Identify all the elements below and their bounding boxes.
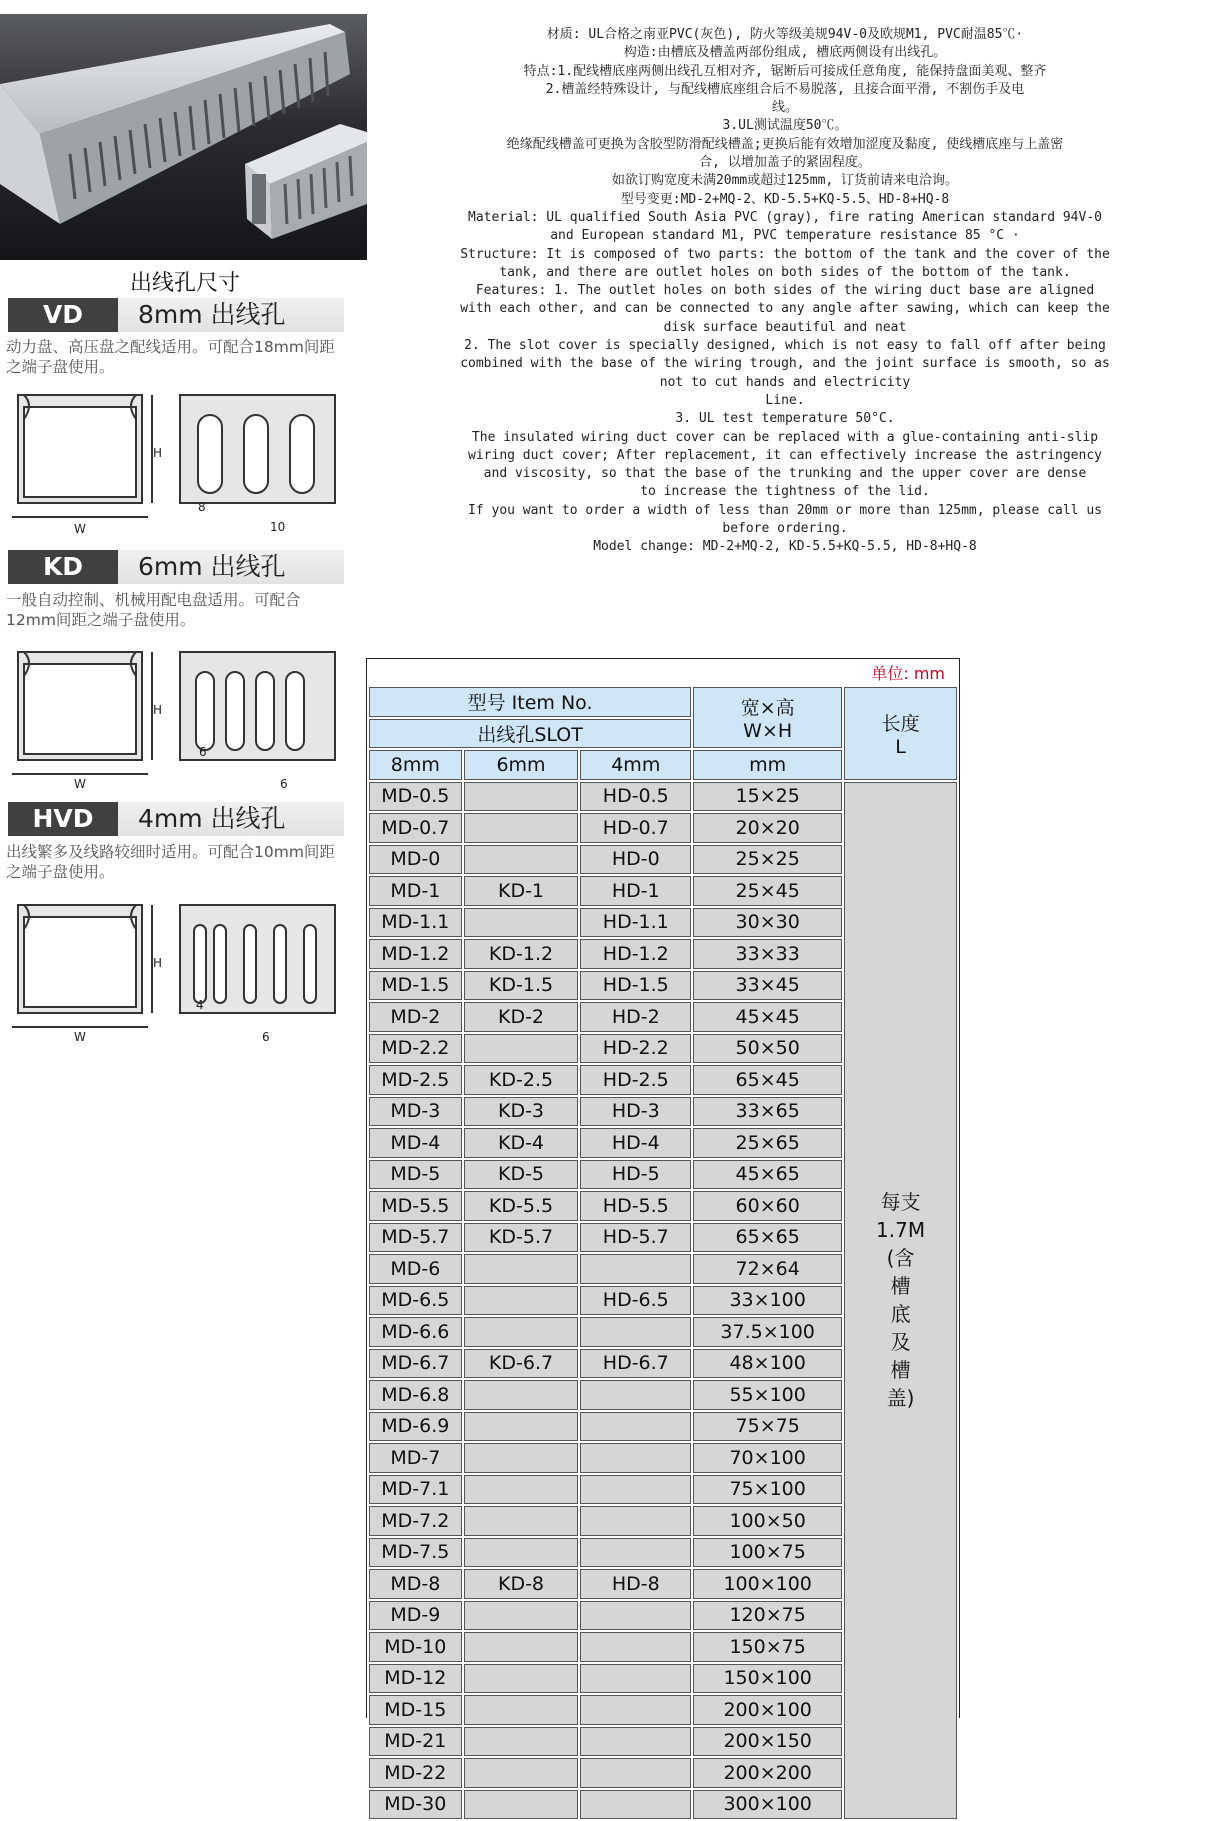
desc-line: Features: 1. The outlet holes on both sides of the wiring duct base are aligned with each other, and can be connected to any angle after sawing, which can keep the disk surface beautiful and neat — [460, 283, 1110, 335]
model-6mm — [464, 1632, 579, 1662]
length-line: 槽 — [890, 1274, 911, 1299]
size-wh: 33×45 — [693, 971, 842, 1001]
model-4mm: HD-3 — [580, 1097, 691, 1127]
model-8mm: MD-5.5 — [369, 1191, 462, 1221]
size-wh: 75×100 — [693, 1475, 842, 1505]
length-line: 盖) — [886, 1386, 915, 1411]
model-6mm — [464, 1286, 579, 1316]
model-6mm — [464, 1443, 579, 1473]
model-8mm: MD-22 — [369, 1758, 462, 1788]
model-8mm: MD-1.2 — [369, 939, 462, 969]
sizes-title: 出线孔尺寸 — [130, 271, 241, 296]
model-8mm: MD-30 — [369, 1790, 462, 1820]
desc-line: 材质: UL合格之南亚PVC(灰色), 防火等级美规94V-0及欧规M1, PVC耐温85℃· — [546, 27, 1024, 42]
model-4mm — [580, 1664, 691, 1694]
product-description — [460, 26, 1110, 557]
model-4mm: HD-6.7 — [580, 1349, 691, 1379]
model-6mm — [464, 1412, 579, 1442]
header-item: 型号 Item No. — [369, 687, 691, 717]
model-6mm — [464, 1034, 579, 1064]
size-wh: 30×30 — [693, 908, 842, 938]
model-6mm — [464, 845, 579, 875]
size-wh: 33×33 — [693, 939, 842, 969]
model-6mm — [464, 908, 579, 938]
model-4mm: HD-5 — [580, 1160, 691, 1190]
desc-line: 3. UL test temperature 50°C. — [675, 411, 895, 427]
model-6mm: KD-2 — [464, 1002, 579, 1032]
size-wh: 25×45 — [693, 876, 842, 906]
model-6mm — [464, 1254, 579, 1284]
model-8mm: MD-6.5 — [369, 1286, 462, 1316]
desc-line: The insulated wiring duct cover can be replaced with a glue-containing anti-slip wiring duct cover; After replacement, it can effectively increase the astringency and viscosity, so that the base of the trunking and the upper cover are dense — [468, 429, 1102, 482]
size-wh: 65×45 — [693, 1065, 842, 1095]
model-6mm — [464, 1695, 579, 1725]
desc-line: 构造:由槽底及槽盖两部份组成, 槽底两侧设有出线孔。 — [623, 45, 947, 61]
model-4mm: HD-1.1 — [580, 908, 691, 938]
type-label: 6mm 出线孔 — [138, 552, 286, 581]
model-4mm — [580, 1506, 691, 1536]
type-band-vd — [8, 298, 344, 332]
size-wh: 25×65 — [693, 1128, 842, 1158]
model-8mm: MD-21 — [369, 1727, 462, 1757]
model-4mm: HD-0 — [580, 845, 691, 875]
size-wh: 55×100 — [693, 1380, 842, 1410]
model-8mm: MD-6.8 — [369, 1380, 462, 1410]
w-label: W — [74, 522, 86, 536]
size-wh: 72×64 — [693, 1254, 842, 1284]
type-note: 一般自动控制、机械用配电盘适用。可配合12mm间距之端子盘使用。 — [6, 591, 301, 629]
model-6mm — [464, 1317, 579, 1347]
desc-line: 2.槽盖经特殊设计, 与配线槽底座组合后不易脱落, 且接合面平滑, 不割伤手及电 — [545, 81, 1025, 97]
size-wh: 100×50 — [693, 1506, 842, 1536]
model-6mm: KD-1.5 — [464, 971, 579, 1001]
model-8mm: MD-6.6 — [369, 1317, 462, 1347]
model-6mm: KD-6.7 — [464, 1349, 579, 1379]
header-wh — [693, 687, 842, 748]
model-8mm: MD-1.5 — [369, 971, 462, 1001]
model-8mm: MD-6.7 — [369, 1349, 462, 1379]
desc-line: 如欲订购宽度未满20mm或超过125mm, 订货前请来电洽询。 — [611, 173, 959, 189]
size-wh: 150×100 — [693, 1664, 842, 1694]
desc-line: 2. The slot cover is specially designed, which is not easy to fall off after being combined with the base of the wiring trough, and the joint surface is smooth, so as not to cut hands and electricity — [460, 338, 1110, 390]
type-band-hvd — [8, 802, 344, 836]
size-wh: 75×75 — [693, 1412, 842, 1442]
desc-line: If you want to order a width of less than 20mm or more than 125mm, please call us before ordering. — [468, 502, 1102, 537]
model-6mm — [464, 1538, 579, 1568]
length-line: 每支 — [880, 1190, 921, 1215]
model-6mm — [464, 782, 579, 812]
model-4mm — [580, 1475, 691, 1505]
duct-diagram-kd — [12, 642, 347, 792]
model-4mm — [580, 1254, 691, 1284]
type-note: 出线繁多及线路较细时适用。可配合10mm间距之端子盘使用。 — [6, 843, 335, 881]
desc-line: Line. — [765, 392, 805, 408]
model-6mm: KD-5.7 — [464, 1223, 579, 1253]
model-6mm — [464, 1664, 579, 1694]
length-line: 底 — [890, 1302, 911, 1327]
desc-line: 合, 以增加盖子的紧固程度。 — [699, 155, 871, 171]
model-4mm — [580, 1538, 691, 1568]
model-8mm: MD-8 — [369, 1569, 462, 1599]
model-8mm: MD-0 — [369, 845, 462, 875]
model-8mm: MD-3 — [369, 1097, 462, 1127]
size-wh: 100×75 — [693, 1538, 842, 1568]
model-8mm: MD-6 — [369, 1254, 462, 1284]
model-4mm: HD-1 — [580, 876, 691, 906]
size-wh: 33×100 — [693, 1286, 842, 1316]
model-8mm: MD-1 — [369, 876, 462, 906]
size-wh: 200×150 — [693, 1727, 842, 1757]
model-4mm — [580, 1601, 691, 1631]
size-wh: 33×65 — [693, 1097, 842, 1127]
unit-label: 单位: mm — [369, 659, 957, 685]
model-8mm: MD-2.2 — [369, 1034, 462, 1064]
pitch-dim: 10 — [270, 520, 286, 534]
model-6mm: KD-5.5 — [464, 1191, 579, 1221]
desc-line: Structure: It is composed of two parts: the bottom of the tank and the cover of the tank, and there are outlet holes on both sides of the bottom of the tank. — [460, 246, 1110, 280]
model-4mm: HD-1.2 — [580, 939, 691, 969]
model-4mm — [580, 1727, 691, 1757]
header-len-1: 长度 — [881, 712, 920, 735]
model-4mm — [580, 1317, 691, 1347]
desc-line: 绝缘配线槽盖可更换为含胶型防滑配线槽盖;更换后能有效增加涩度及黏度, 使线槽底座与上盖密 — [506, 136, 1064, 152]
h-label: H — [153, 446, 163, 460]
table-row — [369, 782, 957, 812]
model-4mm: HD-6.5 — [580, 1286, 691, 1316]
model-6mm — [464, 1475, 579, 1505]
model-8mm: MD-5 — [369, 1160, 462, 1190]
size-wh: 200×200 — [693, 1758, 842, 1788]
size-wh: 45×65 — [693, 1160, 842, 1190]
model-6mm: KD-2.5 — [464, 1065, 579, 1095]
model-4mm — [580, 1790, 691, 1820]
slot-dim: 8 — [198, 500, 206, 514]
model-6mm — [464, 1380, 579, 1410]
model-8mm: MD-12 — [369, 1664, 462, 1694]
size-wh: 48×100 — [693, 1349, 842, 1379]
header-length — [844, 687, 957, 780]
size-wh: 20×20 — [693, 813, 842, 843]
model-4mm: HD-4 — [580, 1128, 691, 1158]
model-6mm: KD-1.2 — [464, 939, 579, 969]
header-slot: 出线孔SLOT — [369, 719, 691, 749]
length-value — [844, 782, 957, 1820]
model-4mm: HD-8 — [580, 1569, 691, 1599]
model-6mm — [464, 1727, 579, 1757]
col-8mm: 8mm — [369, 750, 462, 780]
size-wh: 300×100 — [693, 1790, 842, 1820]
pitch-dim: 6 — [262, 1030, 270, 1044]
slot-dim: 4 — [196, 998, 204, 1012]
model-8mm: MD-2.5 — [369, 1065, 462, 1095]
model-8mm: MD-0.7 — [369, 813, 462, 843]
duct-diagram-vd — [12, 385, 347, 535]
model-8mm: MD-7.1 — [369, 1475, 462, 1505]
size-wh: 45×45 — [693, 1002, 842, 1032]
w-label: W — [74, 777, 86, 791]
model-4mm — [580, 1412, 691, 1442]
model-4mm — [580, 1758, 691, 1788]
model-6mm — [464, 1601, 579, 1631]
model-4mm — [580, 1380, 691, 1410]
desc-line: 3.UL测试温度50℃。 — [722, 118, 848, 134]
size-wh: 100×100 — [693, 1569, 842, 1599]
model-6mm: KD-1 — [464, 876, 579, 906]
w-label: W — [74, 1030, 86, 1044]
col-4mm: 4mm — [580, 750, 691, 780]
type-note: 动力盘、高压盘之配线适用。可配合18mm间距之端子盘使用。 — [6, 338, 335, 376]
desc-line: 型号变更:MD-2+MQ-2、KD-5.5+KQ-5.5、HD-8+HQ-8 — [620, 191, 950, 207]
length-line: 1.7M — [876, 1218, 926, 1243]
model-6mm: KD-8 — [464, 1569, 579, 1599]
size-wh: 65×65 — [693, 1223, 842, 1253]
model-4mm: HD-0.5 — [580, 782, 691, 812]
model-8mm: MD-10 — [369, 1632, 462, 1662]
model-4mm: HD-5.7 — [580, 1223, 691, 1253]
type-code: VD — [8, 298, 118, 332]
model-6mm — [464, 1790, 579, 1820]
model-8mm: MD-4 — [369, 1128, 462, 1158]
model-4mm — [580, 1632, 691, 1662]
pitch-dim: 6 — [280, 777, 288, 791]
model-4mm: HD-0.7 — [580, 813, 691, 843]
model-8mm: MD-2 — [369, 1002, 462, 1032]
header-wh-1: 宽×高 — [740, 697, 795, 719]
type-label: 8mm 出线孔 — [138, 300, 286, 329]
model-6mm — [464, 1758, 579, 1788]
size-wh: 70×100 — [693, 1443, 842, 1473]
model-8mm: MD-15 — [369, 1695, 462, 1725]
model-8mm: MD-7.5 — [369, 1538, 462, 1568]
size-wh: 37.5×100 — [693, 1317, 842, 1347]
size-wh: 15×25 — [693, 782, 842, 812]
model-4mm: HD-5.5 — [580, 1191, 691, 1221]
header-len-2: L — [895, 735, 906, 758]
length-line: 槽 — [890, 1358, 911, 1383]
length-line: (含 — [886, 1246, 915, 1271]
model-4mm: HD-1.5 — [580, 971, 691, 1001]
header-wh-2: W×H — [743, 720, 793, 742]
product-photo — [0, 14, 367, 260]
duct-diagram-hvd — [12, 895, 347, 1045]
size-wh: 25×25 — [693, 845, 842, 875]
desc-line: Material: UL qualified South Asia PVC (gray), fire rating American standard 94V-0 and European standard M1, PVC temperature resistance 85 °C · — [468, 209, 1102, 244]
size-wh: 200×100 — [693, 1695, 842, 1725]
model-4mm — [580, 1695, 691, 1725]
model-4mm — [580, 1443, 691, 1473]
desc-line: 线。 — [771, 100, 798, 116]
spec-table — [366, 658, 960, 1816]
model-8mm: MD-6.9 — [369, 1412, 462, 1442]
size-wh: 60×60 — [693, 1191, 842, 1221]
model-6mm: KD-5 — [464, 1160, 579, 1190]
h-label: H — [153, 956, 163, 970]
model-8mm: MD-9 — [369, 1601, 462, 1631]
model-4mm: HD-2 — [580, 1002, 691, 1032]
model-8mm: MD-1.1 — [369, 908, 462, 938]
type-code: KD — [8, 550, 118, 584]
desc-line: to increase the tightness of the lid. — [640, 484, 930, 500]
model-8mm: MD-7 — [369, 1443, 462, 1473]
slot-dim: 6 — [199, 745, 207, 759]
desc-line: Model change: MD-2+MQ-2, KD-5.5+KQ-5.5, HD-8+HQ-8 — [593, 539, 977, 555]
model-8mm: MD-7.2 — [369, 1506, 462, 1536]
size-wh: 120×75 — [693, 1601, 842, 1631]
type-code: HVD — [8, 802, 118, 836]
model-4mm: HD-2.2 — [580, 1034, 691, 1064]
h-label: H — [153, 703, 163, 717]
col-6mm: 6mm — [464, 750, 579, 780]
model-6mm — [464, 1506, 579, 1536]
model-6mm — [464, 813, 579, 843]
model-8mm: MD-0.5 — [369, 782, 462, 812]
model-4mm: HD-2.5 — [580, 1065, 691, 1095]
type-band-kd — [8, 550, 344, 584]
length-line: 及 — [890, 1330, 911, 1355]
model-8mm: MD-5.7 — [369, 1223, 462, 1253]
model-6mm: KD-4 — [464, 1128, 579, 1158]
col-mm: mm — [693, 750, 842, 780]
size-wh: 50×50 — [693, 1034, 842, 1064]
type-label: 4mm 出线孔 — [138, 804, 286, 833]
desc-line: 特点:1.配线槽底座两侧出线孔互相对齐, 锯断后可接成任意角度, 能保持盘面美观、整齐 — [523, 63, 1047, 79]
model-6mm: KD-3 — [464, 1097, 579, 1127]
size-wh: 150×75 — [693, 1632, 842, 1662]
